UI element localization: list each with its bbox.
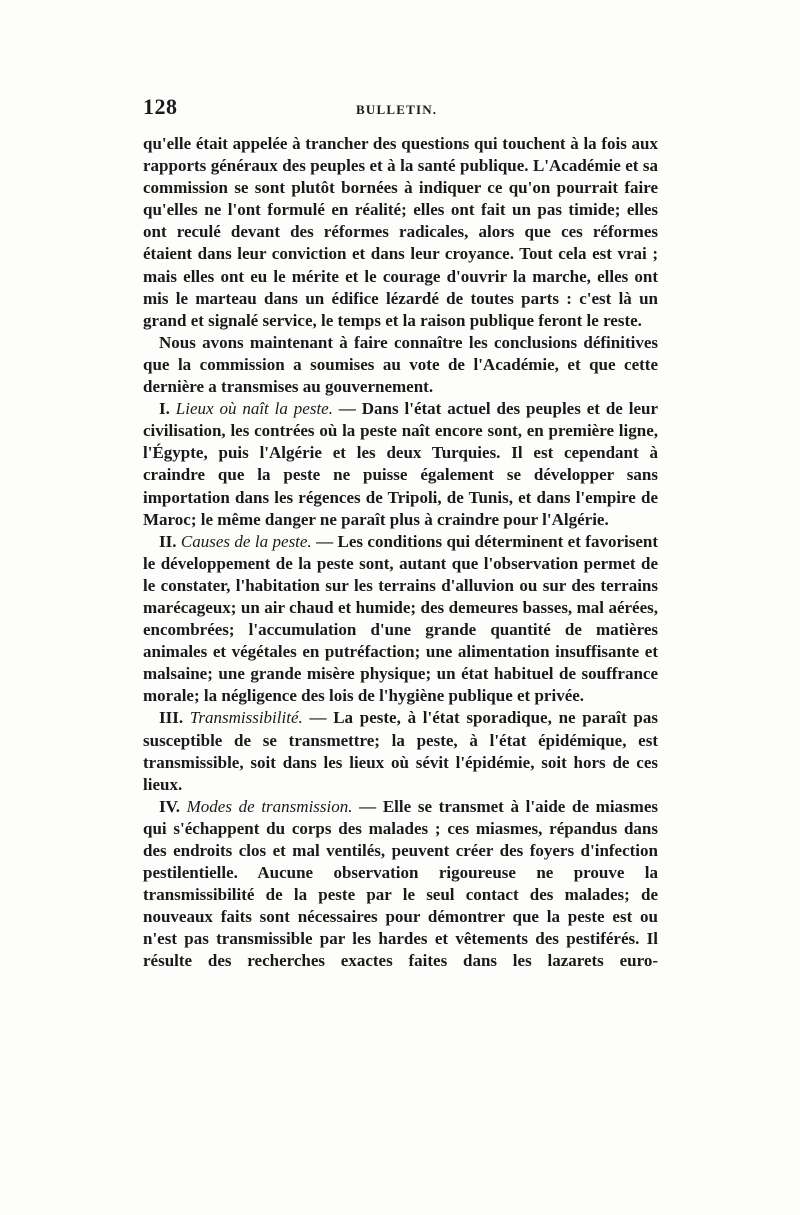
- paragraph-conclusions-intro: [143, 332, 658, 398]
- paragraph-text: — La peste, à l'état sporadique, ne paraît pas susceptible de se transmettre; la peste, à l'état épidémique, est transmissible, soit dans les lieux où sévit l'épidémie, soit hors de ces lieux.: [143, 708, 658, 794]
- paragraph-text: qu'elle était appelée à trancher des questions qui touchent à la fois aux rapports généraux des peuples et à la santé publique. L'Académie et sa commission se sont plutôt bornées à indiquer ce qu'on pourrait faire qu'elles ne l'ont formulé en réalité; elles ont fait un pas timide; elles ont reculé devant des réformes radicales, alors que ces réformes étaient dans leur conviction et dans leur croyance. Tout cela est vrai ; mais elles ont eu le mérite et le courage d'ouvrir la marche, elles ont mis le marteau dans un édifice lézardé de toutes parts : c'est là un grand et signalé service, le temps et la raison publique feront le reste.: [143, 134, 658, 330]
- paragraph-section-iii: [143, 707, 658, 795]
- section-title: Lieux où naît la peste.: [175, 399, 333, 419]
- paragraph-text: Nous avons maintenant à faire connaître les conclusions définitives que la commission a soumises au vote de l'Académie, et que cette dernière a transmises au gouvernement.: [143, 332, 658, 397]
- paragraph-section-iv: [143, 796, 658, 973]
- page-header: [143, 94, 658, 124]
- paragraph-text: — Elle se transmet à l'aide de miasmes qui s'échappent du corps des malades ; ces miasmes, répandus dans des endroits clos et mal ventilés, peuvent créer des foyers d'infection pestilentielle. Aucune observation rigoureuse ne prouve la transmissibilité de la peste par le seul contact des malades; de nouveaux faits sont nécessaires pour démontrer que la peste est ou n'est pas transmissible par les hardes et vêtements des pestiférés. Il résulte des recherches exactes faites dans les lazarets euro-: [143, 796, 658, 971]
- section-title: Modes de transmission.: [186, 796, 353, 816]
- paragraph-continuation: [143, 133, 658, 332]
- page-number: 128: [143, 94, 178, 119]
- section-title: Transmissibilité.: [189, 708, 303, 728]
- paragraph-section-i: [143, 398, 658, 531]
- paragraph-section-ii: [143, 531, 658, 708]
- body-text: [143, 133, 658, 973]
- section-number: II.: [159, 531, 177, 551]
- running-head: BULLETIN.: [356, 102, 438, 117]
- paragraph-text: — Les conditions qui déterminent et favorisent le développement de la peste sont, autant que l'observation permet de le constater, l'habitation sur les terrains d'alluvion ou sur des terrains marécageux; un air chaud et humide; des demeures basses, mal aérées, encombrées; l'accumulation d'une grande quantité de matières animales et végétales en putréfaction; une alimentation insuffisante et malsaine; une grande misère physique; un état habituel de souffrance morale; la négligence des lois de l'hygiène publique et privée.: [143, 531, 658, 706]
- paragraph-text: — Dans l'état actuel des peuples et de leur civilisation, les contrées où la peste naît encore sont, en première ligne, l'Égypte, puis l'Algérie et les deux Turquies. Il est cependant à craindre que la peste ne puisse également se développer sans importation dans les régences de Tripoli, de Tunis, et dans l'empire de Maroc; le même danger ne paraît plus à craindre pour l'Algérie.: [143, 399, 659, 529]
- section-number: I.: [159, 399, 170, 419]
- section-number: IV.: [159, 796, 180, 816]
- section-number: III.: [159, 708, 184, 728]
- section-title: Causes de la peste.: [180, 531, 312, 551]
